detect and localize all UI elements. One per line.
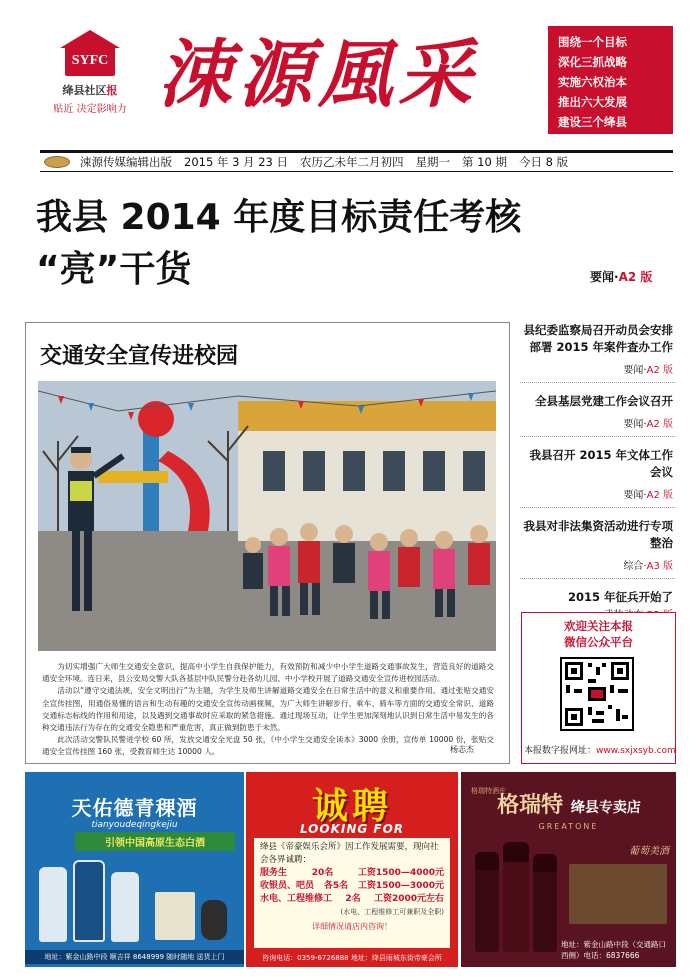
qr-heading-2: 微信公众平台: [564, 635, 633, 649]
school-scene-photo: [38, 381, 496, 651]
lead-headline[interactable]: [36, 192, 676, 296]
headline-line-1: 我县 2014 年度目标责任考核: [36, 197, 522, 238]
news-section: 要闻·: [623, 490, 647, 501]
news-page: A2 版: [646, 490, 673, 501]
ad2-note: (水电、工程维修工可兼职及全职): [340, 908, 444, 916]
news-item[interactable]: [520, 518, 675, 579]
site-label: 本报数字报网址：: [524, 746, 597, 756]
news-page-ref: [520, 557, 673, 572]
slogan-line: 围绕一个目标: [558, 35, 627, 49]
issue-info-bar: [40, 150, 673, 172]
wine-bottle-icon: [533, 854, 557, 952]
headline-section: 要闻·: [590, 270, 619, 284]
news-index: [520, 322, 675, 627]
news-page: A3 版: [646, 561, 673, 572]
ad2-recruit-note: 详细情况请店内咨询！: [312, 922, 392, 931]
news-page: A2 版: [646, 365, 673, 376]
slogan-line: 实施六权治本: [558, 75, 627, 89]
job-count: 20名: [311, 868, 334, 878]
job-row: [260, 867, 444, 880]
news-title: 县纪委监察局召开动员会安排部署 2015 年案件查办工作: [523, 323, 673, 354]
headline-page: A2 版: [618, 270, 653, 284]
ad-wine[interactable]: [461, 772, 676, 967]
publisher: 涑源传媒编辑出版: [80, 155, 172, 169]
slogan-line: 建设三个绛县: [558, 115, 627, 129]
feature-paragraph: 活动以“遵守交通法规，安全文明出行”为主题，为学生及师生讲解道路交通安全在日常生活中的意义和重要作用。通过张贴交通安全宣传挂图，用通俗易懂的语言和生动有趣的交通安全宣传动画视频，为广大师生讲解步行、乘车、骑车等方面的交通安全常识、道路交通标志标线的作用和用途，以及遇到交通事故时应采取的紧急措施。通过现场互动，让学生更加深刻地认识到日常生活中易发生的各种交通违法行为存在的交通安全隐患和严重危害，真正做到防患于未然。: [42, 686, 494, 733]
slogan-line: 推出六大发展: [558, 95, 627, 109]
job-role: 服务生: [260, 868, 288, 878]
headline-page-ref[interactable]: [590, 268, 652, 285]
ad2-footer: 咨询电话：0359-6726888 地址：绛县雨城东街帝豪会所: [262, 954, 442, 962]
ad2-title: 诚聘: [311, 785, 392, 827]
job-pay: 工资2000元左右: [373, 894, 444, 904]
headline-line-2: “亮”干货: [36, 249, 192, 290]
job-role: 水电、工程维修工: [260, 894, 333, 904]
news-title: 2015 年征兵开始了: [567, 590, 673, 604]
job-pay: 工资1500—4000元: [357, 868, 444, 878]
ad3-script: 葡萄美酒: [629, 846, 669, 857]
news-item[interactable]: [520, 393, 675, 437]
masthead-title: 涑源風采: [158, 32, 478, 118]
job-pay: 工资1500—3000元: [357, 881, 444, 891]
news-title: 我县对非法集资活动进行专项整治: [523, 519, 673, 550]
bottle-icon: [73, 860, 105, 942]
ad2-panel: [254, 838, 450, 948]
ad1-slogan: 引领中国高原生态白酒: [75, 832, 235, 851]
ad3-brand-name: 格瑞特: [497, 792, 564, 818]
feature-paragraph: 为切实增强广大师生交通安全意识，提高中小学生自我保护能力，有效预防和减少中小学生道路交通事故发生，营造良好的道路交通安全环境。连日来，县公安局交警大队各基层中队民警分赴各幼儿园、中小学校开展了道路交通安全宣传进校园活动。: [42, 662, 494, 684]
job-count: 各5名: [323, 881, 349, 891]
digital-edition-site: [524, 743, 674, 756]
lunar-date: 农历乙未年二月初四: [300, 155, 404, 169]
feature-author: 杨志杰: [450, 745, 474, 754]
wine-bottle-icon: [503, 842, 529, 952]
feature-photo: [38, 381, 496, 651]
wechat-qr-box: [521, 612, 676, 764]
logo-subtitle-accent: 报: [106, 84, 118, 97]
job-count: 2名: [345, 894, 361, 904]
news-section: 综合·: [623, 561, 647, 572]
news-page-ref: [520, 486, 673, 501]
ad3-english: GREATONE: [538, 822, 599, 831]
weekday: 星期一: [415, 155, 450, 169]
page-count: 今日 8 版: [518, 155, 569, 169]
job-role: 收银员、吧员: [260, 881, 315, 891]
news-page-ref: [520, 415, 673, 430]
ad3-small-brand: 格瑞特酒庄: [471, 787, 506, 795]
bottle-icon: [39, 867, 67, 942]
news-page-ref: [520, 361, 673, 376]
ad-recruitment[interactable]: [246, 772, 458, 967]
news-item[interactable]: [520, 447, 675, 508]
issue-number: 第 10 期: [462, 155, 507, 169]
qr-code-icon[interactable]: [560, 657, 634, 731]
feature-paragraph: 此次活动交警队民警进学校 60 所，发放交通安全光盘 50 张，《中小学生交通安全读本》3000 余册，宣传单 10000 份，张贴交通安全宣传挂图 160 张，受教育师生达 10000 人。: [42, 735, 494, 757]
bottle-icon: [201, 900, 227, 940]
news-item[interactable]: [520, 322, 675, 383]
feature-title[interactable]: 交通安全宣传进校园: [40, 344, 239, 369]
ad1-pinyin: tianyoudeqingkejiu: [91, 820, 178, 830]
bar-ornament-icon: [44, 156, 70, 168]
feature-body: [42, 661, 494, 759]
ad1-address: 地址：紫金山路中段 顺吉祥 8648999 随时随地 送货上门: [25, 950, 244, 964]
logo-mark: SYFC: [65, 46, 115, 76]
ad3-address: 地址：紫金山路中段（交通路口西侧）电话：6837666: [561, 940, 666, 960]
issue-date: 2015 年 3 月 23 日: [184, 155, 288, 169]
ad2-subtitle: LOOKING FOR: [299, 822, 405, 836]
house-icon: [57, 30, 123, 78]
news-page: A2 版: [646, 419, 673, 430]
slogan-line: 深化三抓战略: [558, 55, 627, 69]
logo-slogan: 贴近 决定影响力: [53, 104, 127, 115]
ad1-name: 天佑德青稞酒: [71, 796, 198, 820]
ad-liquor[interactable]: [25, 772, 244, 967]
job-row: [260, 893, 444, 906]
slogan-box: [548, 26, 673, 134]
ad2-intro: 绛县《帝豪娱乐会所》因工作发展需要，现向社会各界诚聘：: [260, 842, 439, 865]
wine-bottle-icon: [475, 852, 499, 952]
logo-subtitle: [40, 82, 140, 98]
news-section: 要闻·: [623, 365, 647, 376]
news-section: 要闻·: [623, 419, 647, 430]
community-logo: [40, 30, 140, 120]
ad3-brand-sub: 绛县专卖店: [570, 800, 641, 816]
site-url[interactable]: www.sxjxsyb.com: [596, 746, 676, 756]
storefront-photo: [569, 864, 667, 924]
bottle-icon: [111, 872, 139, 942]
qr-heading-1: 欢迎关注本报: [564, 619, 633, 633]
job-row: [260, 880, 444, 893]
logo-subtitle-main: 绛县社区: [62, 84, 107, 97]
news-title: 全县基层党建工作会议召开: [535, 394, 673, 408]
ad3-brand: [469, 788, 669, 819]
feature-story: [25, 322, 510, 764]
gift-box-icon: [155, 892, 195, 940]
news-title: 我县召开 2015 年文体工作会议: [529, 448, 673, 479]
